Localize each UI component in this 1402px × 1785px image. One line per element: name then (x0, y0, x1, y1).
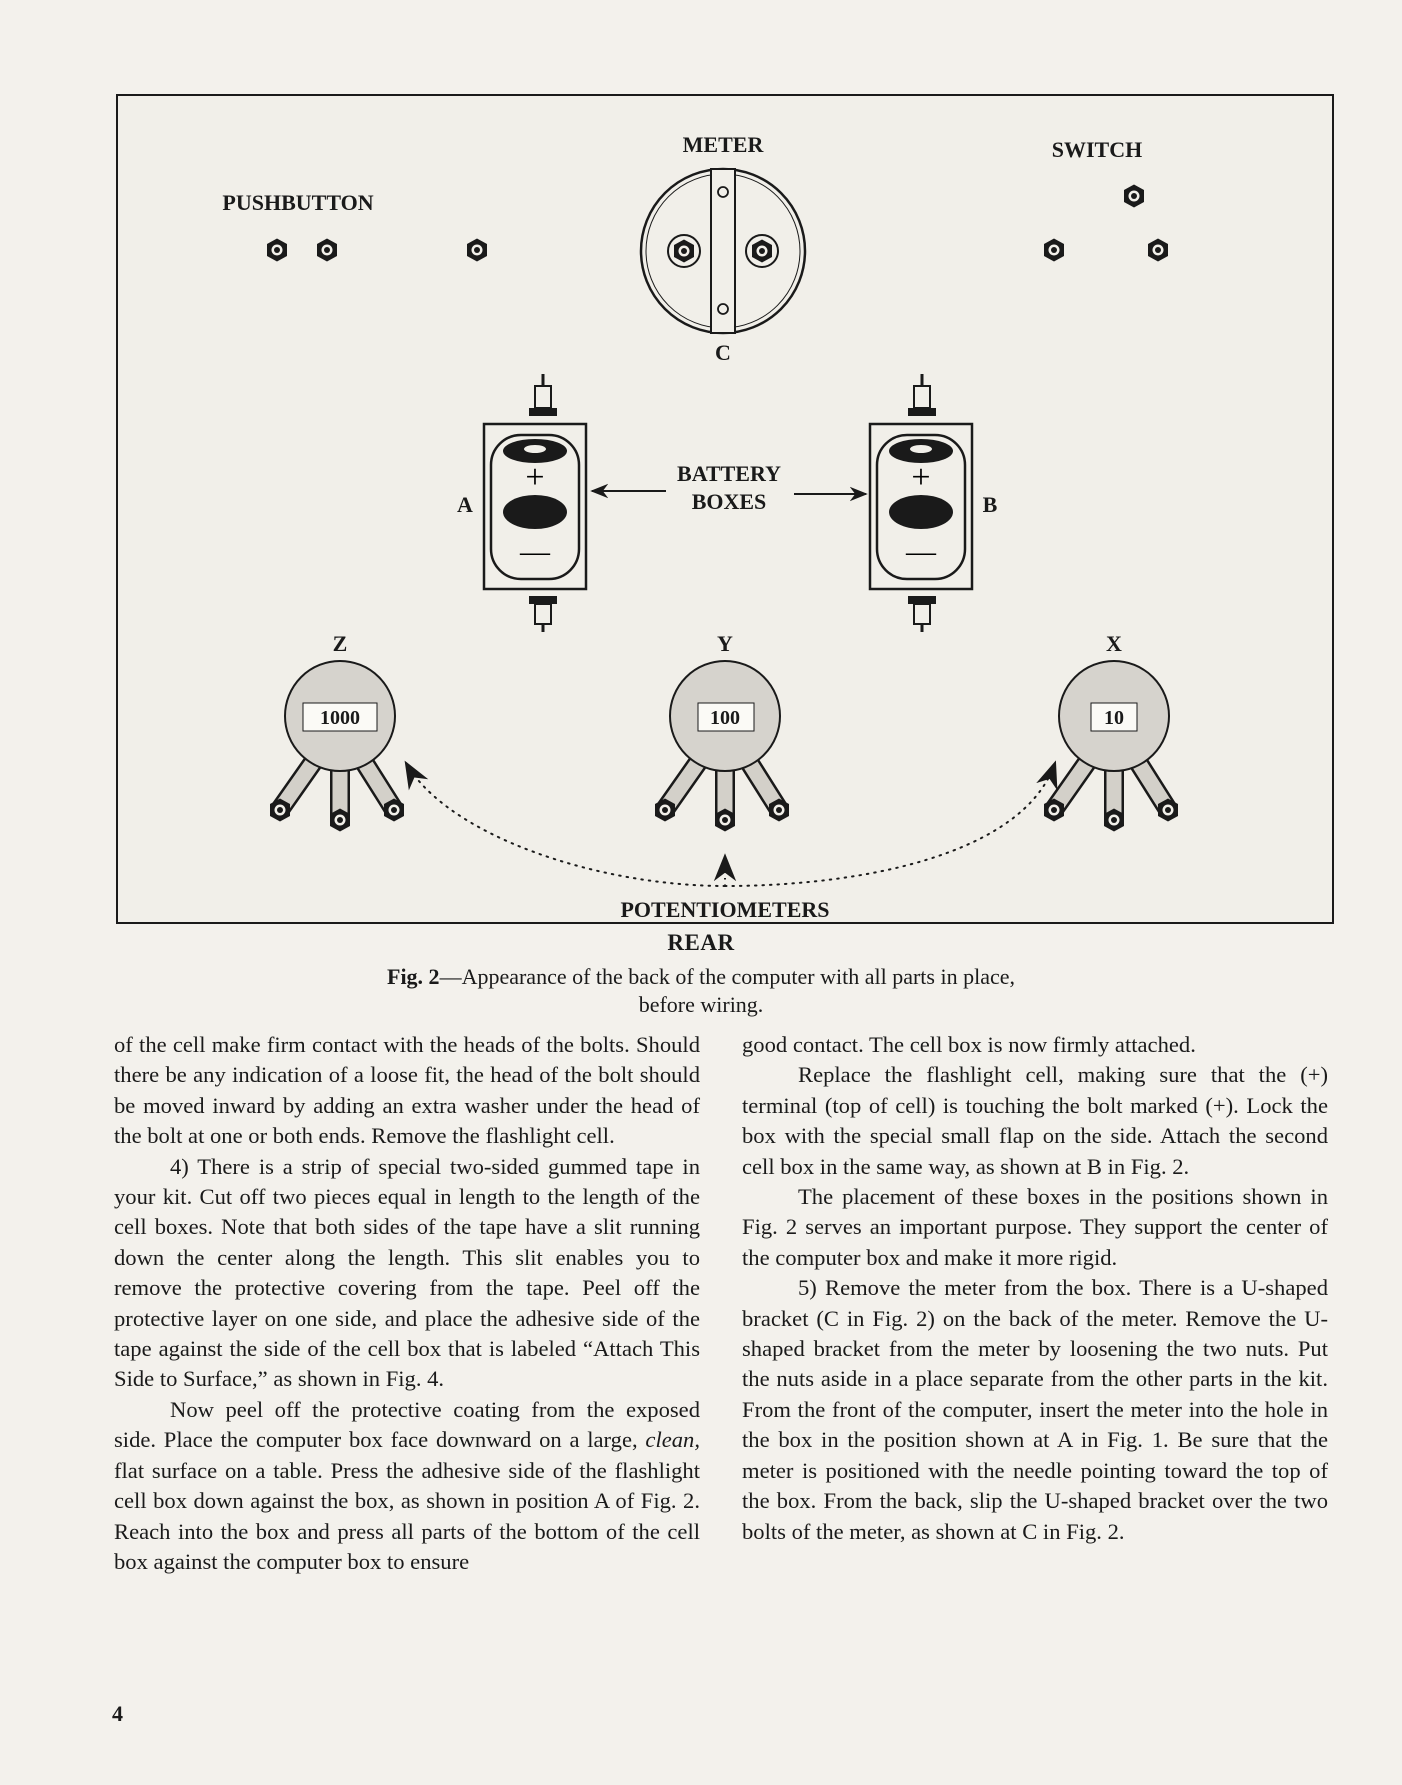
caption-text: —Appearance of the back of the computer with all parts in place, (439, 964, 1015, 989)
switch-nut-3 (1148, 239, 1168, 262)
right-column (742, 1030, 1328, 1547)
pot-arrow-x (725, 763, 1055, 886)
figure-number: Fig. 2 (387, 964, 440, 989)
pushbutton-nut-2 (317, 239, 337, 262)
switch-nut-1 (1124, 185, 1144, 208)
pot-x-letter: X (1106, 631, 1122, 656)
emphasis: clean, (645, 1427, 700, 1453)
figure-2 (116, 94, 1334, 924)
battery-b-label: B (982, 492, 998, 517)
battery-boxes-label-2: BOXES (691, 489, 767, 514)
paragraph: 4) There is a strip of special two-sided gummed tape in your kit. Cut off two pieces equal in length to the length of the cell boxes. Note that both sides of the tape have a slit running down the center along the length. This slit enables you to remove the protective covering from the tape. Peel off the protective layer on one side, and place the adhesive side of the tape against the side of the cell box that is labeled “Attach This Side to Surface,” as shown in Fig. 4. (114, 1153, 700, 1392)
rear-label: REAR (667, 930, 735, 955)
potentiometer-x (1044, 661, 1178, 832)
pot-z-letter: Z (332, 631, 348, 656)
figure-caption (0, 963, 1402, 1019)
paragraph: Now peel off the protective coating from the exposed side. Place the computer box face downward on a large, clean, flat surface on a table. Press the adhesive side of the flashlight cell box down against the box, as shown in position A of Fig. 2. Reach into the box and press all parts of the bottom of the cell box against the computer box to ensure (114, 1396, 700, 1574)
battery-boxes-label-1: BATTERY (677, 461, 781, 486)
bracket-c-label: C (715, 340, 731, 365)
potentiometer-y (655, 661, 789, 832)
paragraph: good contact. The cell box is now firmly attached. (742, 1032, 1196, 1057)
pot-z-value: 1000 (320, 707, 360, 729)
paragraph: Replace the flashlight cell, making sure that the (+) terminal (top of cell) is touching the bolt marked (+). Lock the box with the special small flap on the side. Attach the second cell box in the same way, as shown at B in Fig. 2. (742, 1062, 1328, 1179)
battery-box-b (870, 374, 972, 632)
battery-a-minus: — (520, 535, 550, 568)
battery-b-minus: — (906, 535, 936, 568)
page-number: 4 (112, 1701, 123, 1726)
battery-b-plus: + (911, 459, 931, 496)
switch-nut-2 (1044, 239, 1064, 262)
battery-a-plus: + (525, 459, 545, 496)
potentiometers-label: POTENTIOMETERS (620, 897, 830, 922)
battery-a-label: A (457, 492, 473, 517)
figure-2-diagram (118, 96, 1336, 926)
pushbutton-nut-1 (267, 239, 287, 262)
pot-y-value: 100 (710, 707, 740, 729)
pot-y-letter: Y (717, 631, 733, 656)
battery-box-a (484, 374, 586, 632)
paragraph: The placement of these boxes in the positions shown in Fig. 2 serves an important purpose. They support the center of the computer box and make it more rigid. (742, 1184, 1328, 1270)
pushbutton-nut-3 (467, 239, 487, 262)
meter-label: METER (682, 132, 764, 157)
paragraph: of the cell make firm contact with the heads of the bolts. Should there be any indication of a loose fit, the head of the bolt should be moved inward by adding an extra washer under the head of the bolt at one or both ends. Remove the flashlight cell. (114, 1032, 700, 1149)
switch-label: SWITCH (1051, 137, 1143, 162)
potentiometer-z (270, 661, 404, 832)
paragraph: 5) Remove the meter from the box. There is a U-shaped bracket (C in Fig. 2) on the back of the meter. Remove the U-shaped bracket from the meter by loosening the two nuts. Put the nuts aside in a place separate from the other parts in the kit. From the front of the computer, insert the meter into the hole in the box in the position shown at A in Fig. 1. Be sure that the meter is positioned with the needle pointing toward the top of the box. From the back, slip the U-shaped bracket over the two bolts of the meter, as shown at C in Fig. 2. (742, 1275, 1328, 1544)
left-column (114, 1030, 700, 1577)
pushbutton-label: PUSHBUTTON (222, 190, 374, 215)
meter (641, 169, 805, 333)
pot-x-value: 10 (1104, 707, 1124, 729)
caption-text-line2: before wiring. (638, 992, 764, 1017)
